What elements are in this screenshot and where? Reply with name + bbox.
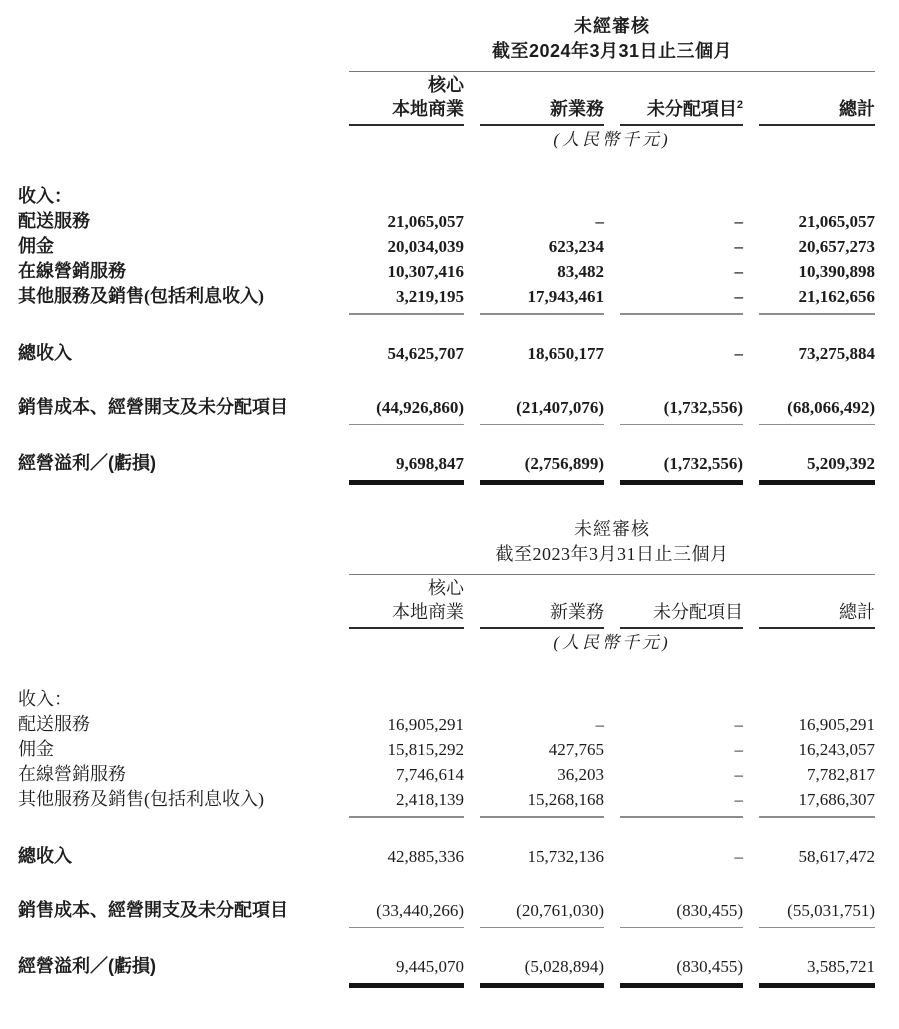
value-cell: 15,732,136 xyxy=(527,847,604,866)
value-cell: 3,219,195 xyxy=(349,284,464,315)
column-headers xyxy=(349,575,875,629)
costs-row xyxy=(18,898,899,928)
value-cell: 9,698,847 xyxy=(396,454,464,473)
column-headers xyxy=(349,72,875,126)
double-rule xyxy=(349,983,464,988)
row-label: 銷售成本、經營開支及未分配項目 xyxy=(18,900,288,920)
column-header-total: 總計 xyxy=(759,72,875,126)
row-label: 在線營銷服務 xyxy=(18,261,126,281)
double-rule xyxy=(480,983,604,988)
value-cell: 15,815,292 xyxy=(387,740,464,759)
unaudited-label: 未經審核 xyxy=(574,519,650,539)
value-cell: – xyxy=(620,787,743,818)
value-cell: – xyxy=(734,237,743,256)
column-header-total: 總計 xyxy=(759,575,875,629)
value-cell: – xyxy=(595,212,604,231)
value-cell: 17,686,307 xyxy=(759,787,875,818)
section-heading-revenue: 收入： xyxy=(18,186,72,206)
value-cell: (20,761,030) xyxy=(480,898,604,928)
value-cell: 21,065,057 xyxy=(798,212,875,231)
table-row xyxy=(18,284,899,315)
footnote-superscript: 2 xyxy=(736,99,743,111)
segment-table-2024 xyxy=(18,14,899,485)
value-cell: (55,031,751) xyxy=(759,898,875,928)
double-rule xyxy=(349,480,464,485)
value-cell: 16,243,057 xyxy=(798,740,875,759)
double-rule xyxy=(620,480,743,485)
value-cell: 15,268,168 xyxy=(480,787,604,818)
value-cell: (5,028,894) xyxy=(524,957,604,976)
row-label: 配送服務 xyxy=(18,714,90,734)
value-cell: – xyxy=(734,740,743,759)
value-cell: 73,275,884 xyxy=(798,344,875,363)
value-cell: 3,585,721 xyxy=(807,957,875,976)
double-rule xyxy=(759,983,875,988)
value-cell: (830,455) xyxy=(676,957,743,976)
value-cell: 20,657,273 xyxy=(798,237,875,256)
value-cell: (68,066,492) xyxy=(759,395,875,425)
value-cell: 54,625,707 xyxy=(387,344,464,363)
period-label: 截至2023年3月31日止三個月 xyxy=(349,542,875,575)
value-cell: 20,034,039 xyxy=(387,237,464,256)
value-cell: (33,440,266) xyxy=(349,898,464,928)
row-label: 佣金 xyxy=(18,236,54,256)
value-cell: (2,756,899) xyxy=(524,454,604,473)
row-label: 其他服務及銷售(包括利息收入) xyxy=(18,789,264,809)
value-cell: 9,445,070 xyxy=(396,957,464,976)
value-cell: – xyxy=(734,344,743,363)
row-label: 經營溢利／(虧損) xyxy=(18,453,156,473)
table-row xyxy=(18,234,899,259)
value-cell: 36,203 xyxy=(557,765,604,784)
unaudited-label: 未經審核 xyxy=(574,16,650,36)
total-revenue-row xyxy=(18,341,899,366)
row-label: 配送服務 xyxy=(18,211,90,231)
operating-profit-row xyxy=(18,954,899,988)
row-label: 經營溢利／(虧損) xyxy=(18,956,156,976)
value-cell: (44,926,860) xyxy=(349,395,464,425)
value-cell: 83,482 xyxy=(557,262,604,281)
table-row xyxy=(18,259,899,284)
column-header-new-initiatives: 新業務 xyxy=(480,72,604,126)
table-row xyxy=(18,687,899,712)
value-cell: – xyxy=(734,715,743,734)
row-label: 總收入 xyxy=(18,343,72,363)
table-row xyxy=(18,737,899,762)
value-cell: 16,905,291 xyxy=(798,715,875,734)
row-label: 其他服務及銷售(包括利息收入) xyxy=(18,286,264,306)
table-row xyxy=(18,712,899,737)
column-header-new-initiatives: 新業務 xyxy=(480,575,604,629)
value-cell: 21,065,057 xyxy=(387,212,464,231)
column-header-core-local-commerce: 核心 本地商業 xyxy=(349,72,464,126)
column-header-unallocated-items: 未分配項目$^2$ xyxy=(620,72,743,126)
value-cell: (830,455) xyxy=(620,898,743,928)
section-heading-revenue: 收入： xyxy=(18,689,72,709)
currency-unit-label: (人民幣千元) xyxy=(553,130,671,149)
value-cell: – xyxy=(595,715,604,734)
currency-unit-label: (人民幣千元) xyxy=(553,633,671,652)
table-row xyxy=(18,184,899,209)
value-cell: – xyxy=(734,847,743,866)
value-cell: – xyxy=(734,262,743,281)
double-rule xyxy=(620,983,743,988)
total-revenue-row xyxy=(18,844,899,869)
double-rule xyxy=(480,480,604,485)
period-label: 截至2024年3月31日止三個月 xyxy=(349,39,875,72)
value-cell: 18,650,177 xyxy=(527,344,604,363)
table-row xyxy=(18,787,899,818)
value-cell: 42,885,336 xyxy=(387,847,464,866)
value-cell: 16,905,291 xyxy=(387,715,464,734)
value-cell: (1,732,556) xyxy=(663,454,743,473)
table-header xyxy=(349,14,875,154)
value-cell: 5,209,392 xyxy=(807,454,875,473)
value-cell: 623,234 xyxy=(548,237,604,256)
value-cell: 17,943,461 xyxy=(480,284,604,315)
value-cell: 7,746,614 xyxy=(396,765,464,784)
value-cell: 7,782,817 xyxy=(807,765,875,784)
value-cell: 58,617,472 xyxy=(798,847,875,866)
table-row xyxy=(18,209,899,234)
costs-row xyxy=(18,395,899,425)
column-header-unallocated-items: 未分配項目 xyxy=(620,575,743,629)
table-header xyxy=(349,517,875,657)
value-cell: 21,162,656 xyxy=(759,284,875,315)
value-cell: – xyxy=(620,284,743,315)
row-label: 總收入 xyxy=(18,846,72,866)
operating-profit-row xyxy=(18,451,899,485)
value-cell: (21,407,076) xyxy=(480,395,604,425)
table-row xyxy=(18,762,899,787)
double-rule xyxy=(759,480,875,485)
value-cell: – xyxy=(734,212,743,231)
value-cell: 10,307,416 xyxy=(387,262,464,281)
row-label: 佣金 xyxy=(18,739,54,759)
value-cell: 427,765 xyxy=(548,740,604,759)
row-label: 在線營銷服務 xyxy=(18,764,126,784)
value-cell: 2,418,139 xyxy=(349,787,464,818)
value-cell: (1,732,556) xyxy=(620,395,743,425)
row-label: 銷售成本、經營開支及未分配項目 xyxy=(18,397,288,417)
value-cell: – xyxy=(734,765,743,784)
column-header-core-local-commerce: 核心 本地商業 xyxy=(349,575,464,629)
segment-table-2023 xyxy=(18,517,899,988)
value-cell: 10,390,898 xyxy=(798,262,875,281)
